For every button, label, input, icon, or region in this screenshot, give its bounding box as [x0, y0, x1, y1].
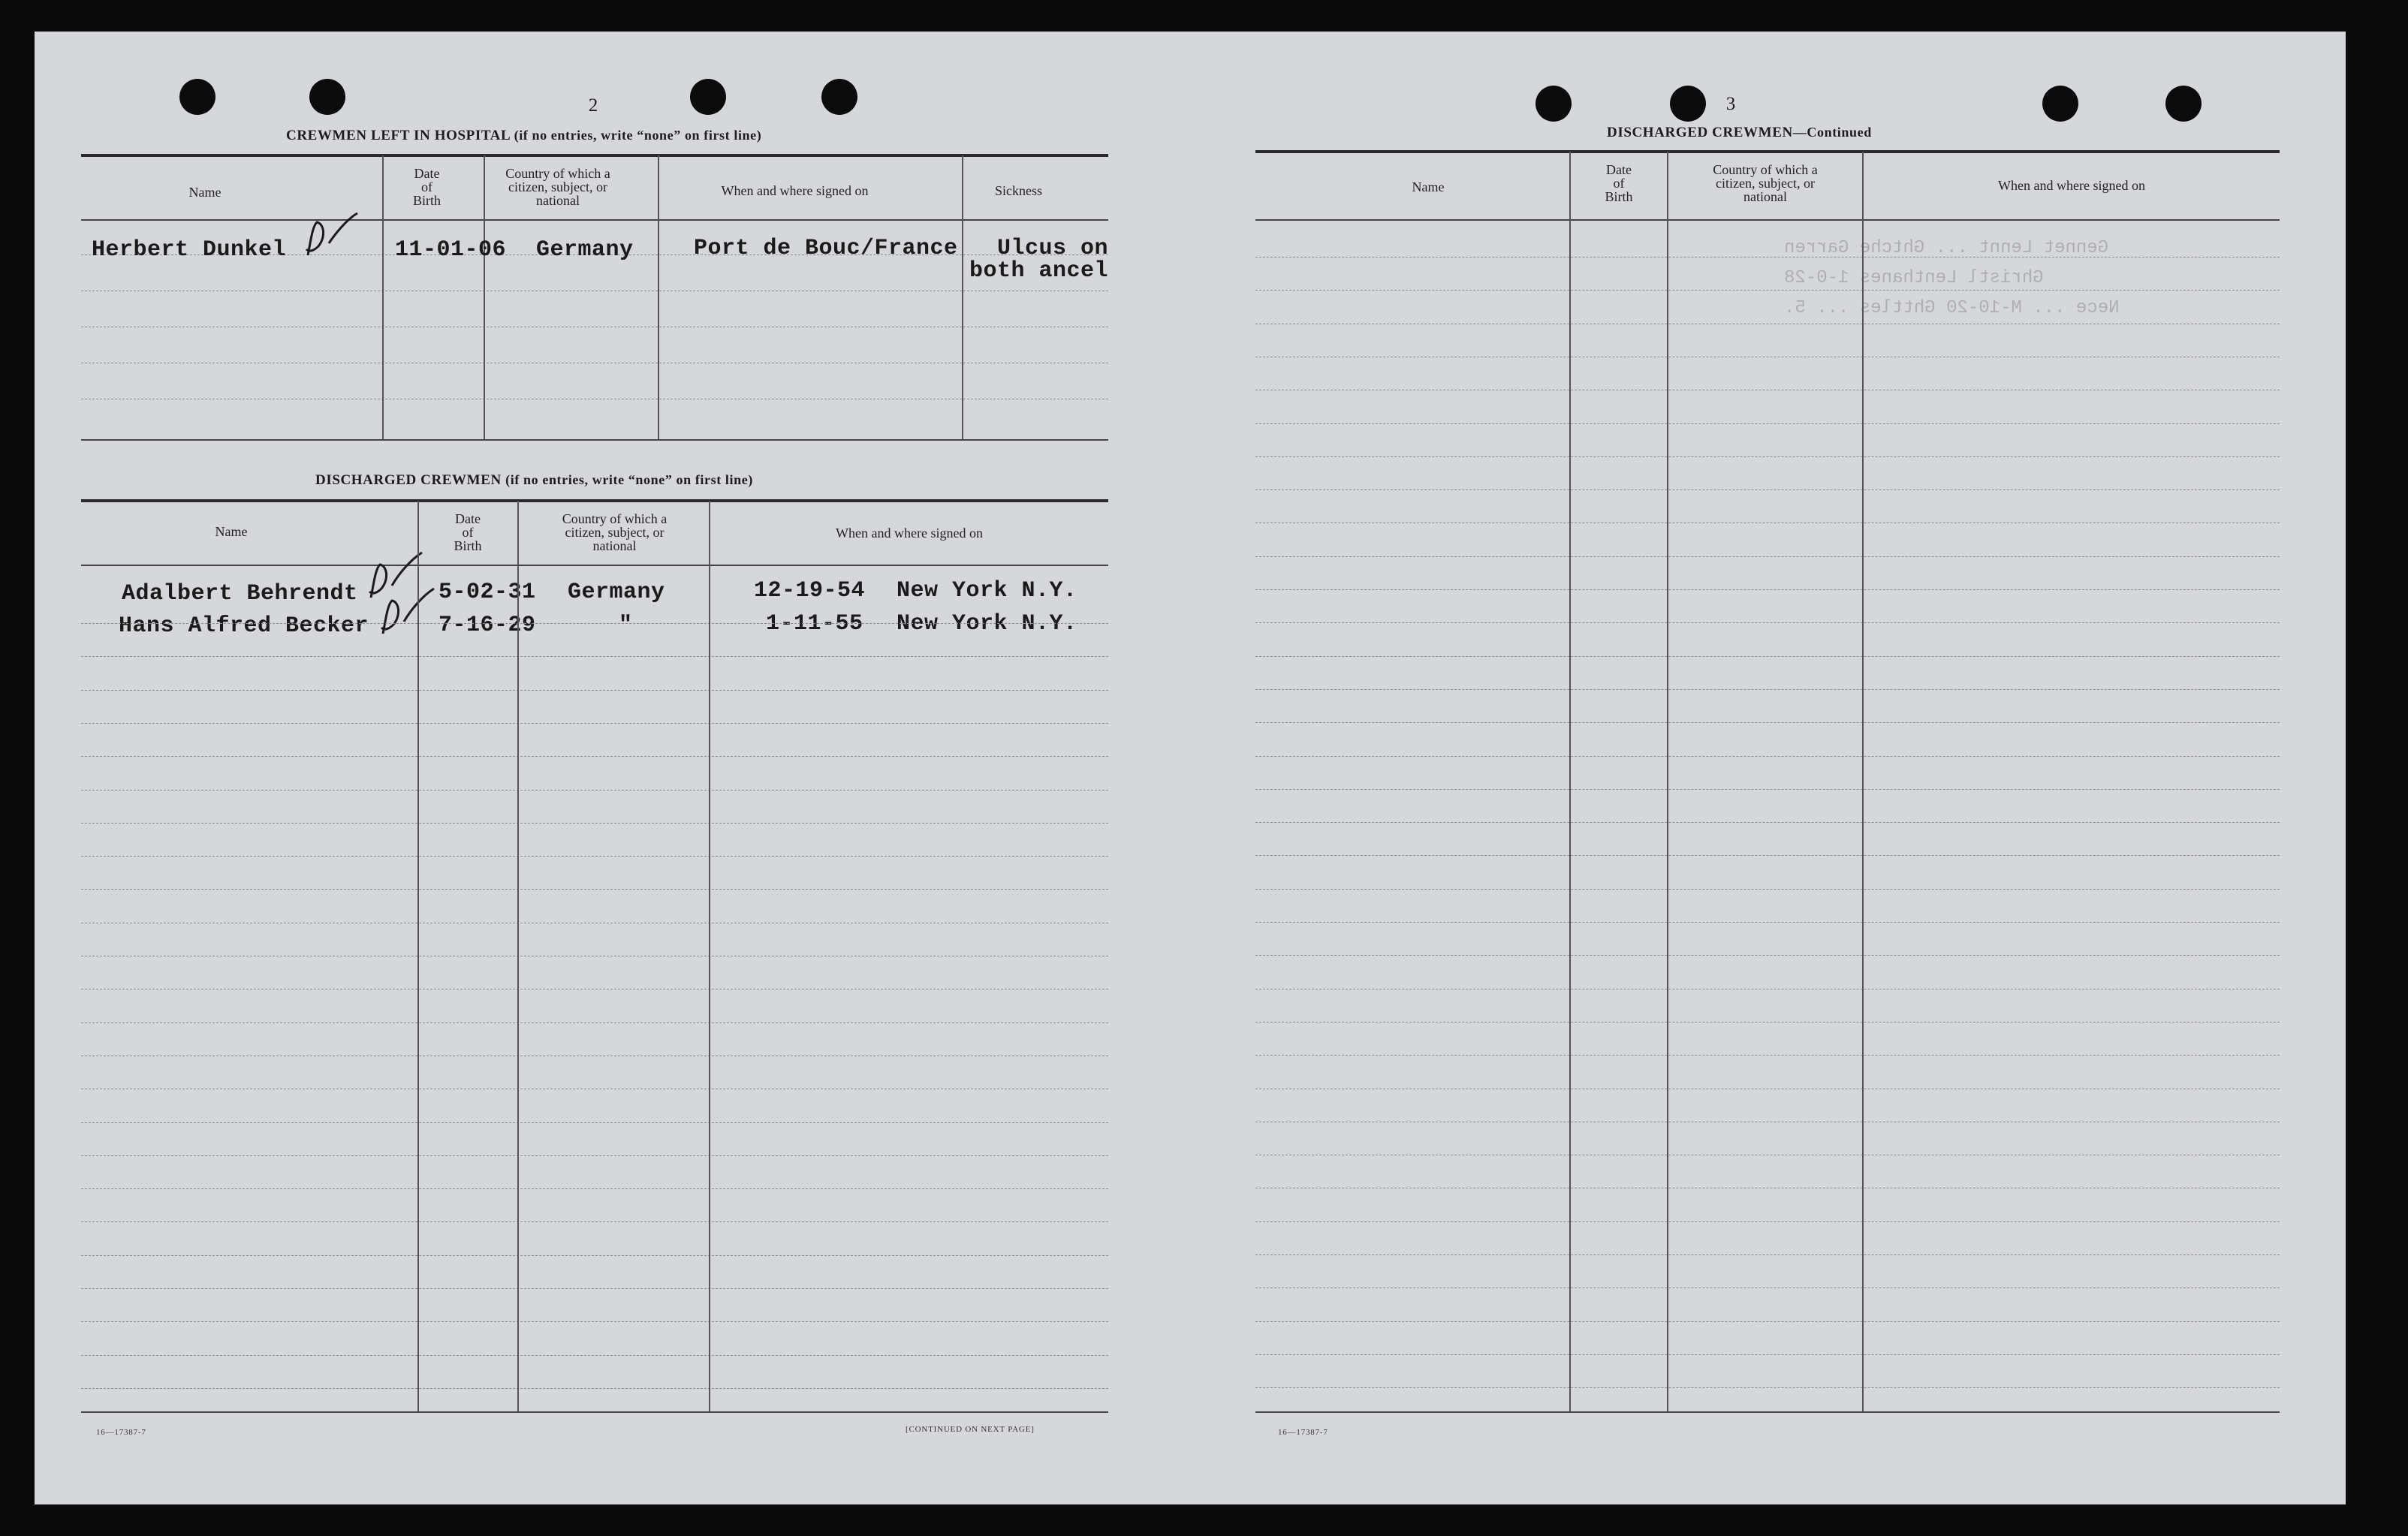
row-rule: [81, 756, 1108, 757]
punch-hole: [179, 79, 215, 115]
document-sheet: [35, 32, 2346, 1504]
col-header-name: Name: [1412, 179, 1445, 194]
row-rule: [1255, 456, 2280, 457]
col-header-signed-on: When and where signed on: [721, 183, 869, 198]
handwritten-check-mark: [303, 210, 363, 264]
row-rule: [81, 1188, 1108, 1189]
col-divider: [1667, 152, 1668, 1411]
col-divider: [382, 155, 384, 439]
col-divider: [1569, 152, 1571, 1411]
row-rule: [1255, 556, 2280, 557]
row-rule: [81, 1255, 1108, 1256]
col-header-dob: Date of Birth: [412, 166, 441, 208]
page-number-left: 2: [588, 95, 598, 116]
row-rule: [81, 1321, 1108, 1322]
bleed-through-text: Nece ... M-10-20 Ghttles ... 5.: [1784, 298, 2120, 318]
col-divider: [1862, 152, 1864, 1411]
table-top-rule: [81, 499, 1108, 502]
hospital-instruction: (if no entries, write “none” on first line): [514, 128, 762, 143]
hospital-row-country: Germany: [536, 237, 634, 263]
discharged-row-country: Germany: [568, 580, 665, 605]
row-rule: [1255, 656, 2280, 657]
row-rule: [81, 1388, 1108, 1389]
row-rule: [1255, 855, 2280, 856]
row-rule: [81, 690, 1108, 691]
col-header-name: Name: [188, 185, 222, 200]
hospital-section-title: [286, 128, 761, 144]
row-rule: [1255, 622, 2280, 623]
discharged-row-dob: 7-16-29: [439, 613, 536, 638]
discharged-row-dob: 5-02-31: [439, 580, 536, 605]
row-rule: [81, 1155, 1108, 1156]
header-bottom-rule: [1255, 219, 2280, 221]
punch-hole: [2042, 86, 2078, 122]
row-rule: [81, 1221, 1108, 1222]
row-rule: [1255, 257, 2280, 258]
punch-hole: [821, 79, 857, 115]
col-header-dob: Date of Birth: [1605, 162, 1633, 204]
row-rule: [1255, 789, 2280, 790]
discharged-row-signed-place: New York N.Y.: [897, 578, 1077, 604]
row-rule: [1255, 1321, 2280, 1322]
discharged-title-text: DISCHARGED CREWMEN: [315, 472, 502, 488]
hospital-row-sickness: Ulcus on: [997, 236, 1109, 261]
row-rule: [81, 1122, 1108, 1123]
table-top-rule: [81, 154, 1108, 157]
row-rule: [1255, 822, 2280, 823]
discharged-row-signed-date: 12-19-54: [754, 578, 866, 604]
handwritten-check-mark: [378, 586, 439, 643]
col-header-name: Name: [215, 524, 248, 539]
row-rule: [81, 1355, 1108, 1356]
punch-hole: [2165, 86, 2202, 122]
col-divider: [658, 155, 659, 439]
discharged-row-signed-place: New York N.Y.: [897, 611, 1077, 637]
hospital-row-signed-on: Port de Bouc/France: [694, 236, 958, 261]
col-header-country: Country of which a citizen, subject, or national: [1713, 162, 1818, 204]
col-divider: [517, 501, 519, 1411]
discharged-continued-title: [1607, 125, 1872, 141]
discharged-row-name: Hans Alfred Becker: [119, 613, 369, 639]
row-rule: [1255, 955, 2280, 956]
col-header-sickness: Sickness: [995, 183, 1042, 198]
punch-hole: [1536, 86, 1572, 122]
table-bottom-rule: [81, 439, 1108, 441]
discharged-row-name: Adalbert Behrendt: [122, 581, 358, 607]
col-divider: [417, 501, 419, 1411]
discharged-continued-suffix: —Continued: [1792, 125, 1872, 140]
row-rule: [81, 1022, 1108, 1023]
row-rule: [1255, 1221, 2280, 1222]
punch-hole: [309, 79, 345, 115]
col-header-dob: Date of Birth: [454, 511, 482, 553]
col-header-country: Country of which a citizen, subject, or national: [505, 166, 610, 208]
discharged-continued-title-text: DISCHARGED CREWMEN: [1607, 125, 1793, 140]
bleed-through-text: Ghristl Lenthanes 1-0-28: [1784, 268, 2044, 288]
hospital-row-dob: 11-01-06: [395, 237, 507, 263]
row-rule: [1255, 756, 2280, 757]
discharged-section-title: [315, 472, 753, 489]
page-number-right: 3: [1725, 94, 1736, 114]
row-rule: [81, 656, 1108, 657]
row-rule: [1255, 889, 2280, 890]
punch-hole: [690, 79, 726, 115]
discharged-row-country: ": [619, 613, 633, 638]
table-top-rule: [1255, 150, 2280, 153]
row-rule: [1255, 423, 2280, 424]
col-divider: [962, 155, 963, 439]
row-rule: [81, 723, 1108, 724]
form-number-left: 16—17387-7: [96, 1428, 146, 1437]
hospital-row-name: Herbert Dunkel: [92, 237, 287, 263]
col-header-country: Country of which a citizen, subject, or national: [562, 511, 668, 553]
row-rule: [1255, 589, 2280, 590]
col-divider: [709, 501, 710, 1411]
table-bottom-rule: [1255, 1411, 2280, 1413]
table-bottom-rule: [81, 1411, 1108, 1413]
row-rule: [1255, 489, 2280, 490]
row-rule: [1255, 290, 2280, 291]
discharged-row-signed-date: 1-11-55: [766, 611, 863, 637]
continued-note: [CONTINUED ON NEXT PAGE]: [906, 1425, 1035, 1434]
row-rule: [1255, 1387, 2280, 1388]
col-header-signed-on: When and where signed on: [1998, 178, 2145, 193]
row-rule: [81, 823, 1108, 824]
col-header-signed-on: When and where signed on: [836, 526, 983, 541]
punch-hole: [1670, 86, 1706, 122]
bleed-through-text: Gennet Lennt ... Ghtche Garren: [1784, 238, 2109, 258]
row-rule: [1255, 1354, 2280, 1355]
row-rule: [81, 623, 1108, 624]
row-rule: [1255, 689, 2280, 690]
hospital-title-text: CREWMEN LEFT IN HOSPITAL: [286, 128, 511, 143]
discharged-instruction: (if no entries, write “none” on first line): [505, 472, 753, 487]
row-rule: [81, 790, 1108, 791]
row-rule: [1255, 922, 2280, 923]
row-rule: [1255, 1254, 2280, 1255]
hospital-row-sickness-cont: both ancel: [969, 258, 1109, 284]
row-rule: [81, 1288, 1108, 1289]
form-number-right: 16—17387-7: [1278, 1428, 1328, 1437]
header-bottom-rule: [81, 219, 1108, 221]
header-bottom-rule: [81, 565, 1108, 566]
row-rule: [1255, 722, 2280, 723]
row-rule: [81, 889, 1108, 890]
col-divider: [484, 155, 485, 439]
row-rule: [1255, 1055, 2280, 1056]
row-rule: [81, 856, 1108, 857]
